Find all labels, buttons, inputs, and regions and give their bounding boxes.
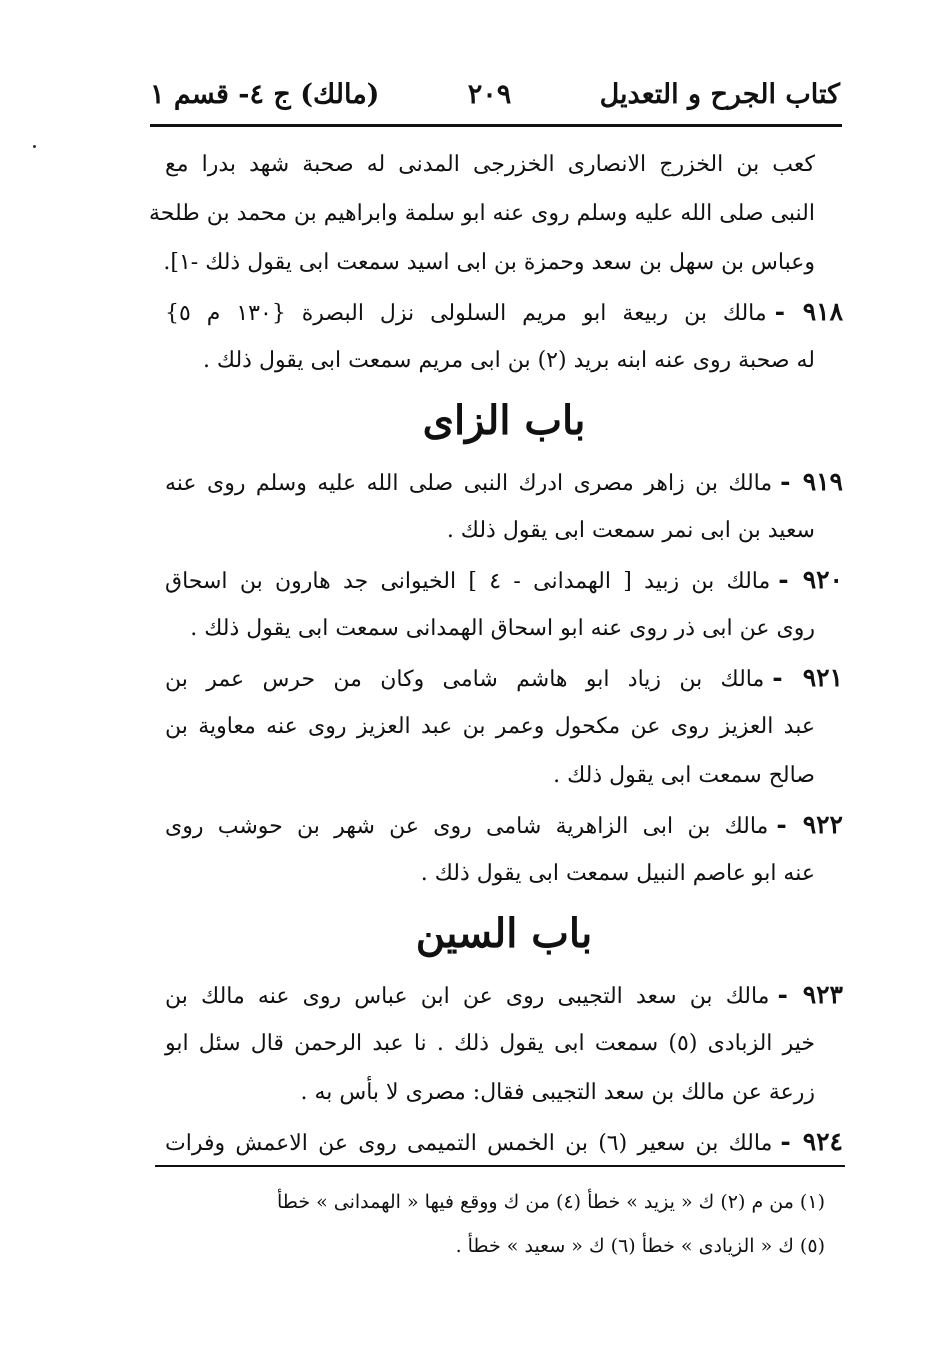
text-line: خير الزبادى (٥) سمعت ابى يقول ذلك . نا عبد الرحمن قال سئل ابو: [165, 1031, 815, 1056]
footnote-line: (٥) ك « الزيادى » خطأ (٦) ك « سعيد » خطأ .: [455, 1235, 825, 1257]
speck: [33, 145, 36, 148]
entry-text: مالك بن سعد التجيبى روى عن ابن عباس روى عنه مالك بن: [165, 984, 770, 1009]
text-line: عبد العزيز روى عن مكحول وعمر بن عبد العزيز روى عنه معاوية بن: [165, 714, 815, 739]
entry-922: [165, 800, 843, 849]
text-line: له صحبة روى عنه ابنه بريد (٢) بن ابى مريم سمعت ابى يقول ذلك .: [202, 348, 815, 373]
page-number: ٢٠٩: [467, 78, 512, 110]
entry-text: مالك بن زاهر مصرى ادرك النبى صلى الله عليه وسلم روى عنه: [165, 471, 773, 496]
entry-text: مالك بن ابى الزاهرية شامى روى عن شهر بن حوشب روى: [165, 814, 769, 839]
section-heading-zay: باب الزاى: [422, 397, 586, 444]
text-line: النبى صلى الله عليه وسلم روى عنه ابو سلمة وابراهيم بن محمد بن طلحة: [149, 201, 815, 226]
header-rule: [150, 124, 842, 127]
entry-924: [165, 1117, 843, 1166]
entry-text: مالك بن زياد ابو هاشم شامى وكان من حرس عمر بن: [165, 667, 765, 692]
footnote-line: (١) من م (٢) ك « يزيد » خطأ (٤) من ك ووقع فيها « الهمدانى » خطأ: [276, 1191, 825, 1213]
text-line: روى عن ابى ذر روى عنه ابو اسحاق الهمدانى سمعت ابى يقول ذلك .: [190, 616, 815, 641]
entry-923: [165, 970, 843, 1019]
entry-text: مالك بن ربيعة ابو مريم السلولى نزل البصرة {١٣٠ م ٥}: [165, 301, 767, 326]
entry-text: مالك بن زبيد [ الهمدانى - ٤ ] الخيوانى جد هارون بن اسحاق: [165, 569, 771, 594]
entry-918: [165, 287, 843, 336]
text-line: وعباس بن سهل بن سعد وحمزة بن ابى اسيد سمعت ابى يقول ذلك -١].: [163, 250, 815, 275]
entry-919: [165, 457, 843, 506]
text-line: سعيد بن ابى نمر سمعت ابى يقول ذلك .: [446, 518, 815, 543]
section-heading-sin: باب السين: [415, 910, 593, 957]
entry-number: ٩٢٤ -: [780, 1127, 843, 1156]
entry-number: ٩١٩ -: [780, 467, 843, 496]
text-line: عنه ابو عاصم النبيل سمعت ابى يقول ذلك .: [420, 861, 815, 886]
text-line: زرعة عن مالك بن سعد التجيبى فقال: مصرى لا بأس به .: [300, 1080, 815, 1105]
footnote-rule: [155, 1165, 845, 1167]
entry-921: [165, 653, 843, 702]
entry-920: [165, 555, 843, 604]
entry-number: ٩٢٢ -: [776, 810, 843, 839]
text-line: صالح سمعت ابى يقول ذلك .: [553, 763, 815, 788]
text-line: كعب بن الخزرج الانصارى الخزرجى المدنى له صحبة شهد بدرا مع: [165, 152, 815, 177]
entry-number: ٩٢٣ -: [777, 980, 843, 1009]
entry-number: ٩٢١ -: [772, 663, 843, 692]
book-title: كتاب الجرح و التعديل: [599, 78, 840, 110]
entry-number: ٩٢٠ -: [778, 565, 843, 594]
footnotes: [175, 1180, 825, 1268]
entry-number: ٩١٨ -: [774, 297, 844, 326]
entry-text: مالك بن سعير (٦) بن الخمس التميمى روى عن الاعمش وفرات: [165, 1131, 773, 1156]
page-header: [150, 70, 840, 118]
running-section: (مالك) ج ٤- قسم ١: [150, 78, 380, 110]
main-text: [149, 140, 844, 1166]
